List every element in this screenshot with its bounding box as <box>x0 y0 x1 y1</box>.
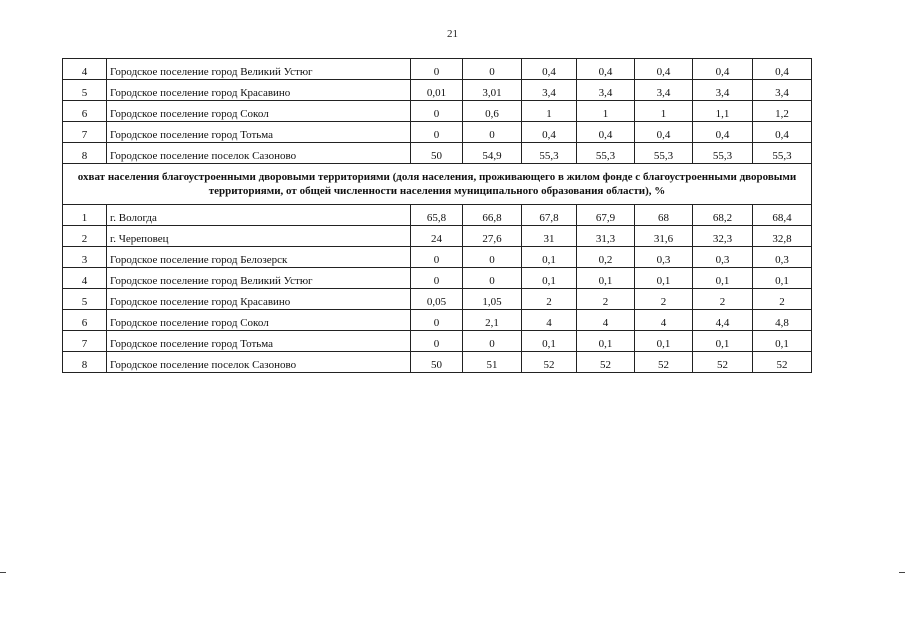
value-cell: 4 <box>522 310 577 331</box>
row-number: 5 <box>63 80 107 101</box>
left-margin-mark <box>0 572 6 573</box>
value-cell: 0 <box>411 268 463 289</box>
municipality-name: г. Череповец <box>107 226 411 247</box>
table-row <box>63 101 812 122</box>
value-cell: 1,05 <box>463 289 522 310</box>
row-number: 4 <box>63 268 107 289</box>
row-number: 8 <box>63 352 107 373</box>
value-cell: 0,4 <box>693 59 753 80</box>
value-cell: 2 <box>577 289 635 310</box>
value-cell: 52 <box>635 352 693 373</box>
municipality-name: Городское поселение город Белозерск <box>107 247 411 268</box>
value-cell: 0 <box>463 247 522 268</box>
municipality-name: Городское поселение город Красавино <box>107 80 411 101</box>
value-cell: 3,01 <box>463 80 522 101</box>
value-cell: 55,3 <box>693 143 753 164</box>
value-cell: 54,9 <box>463 143 522 164</box>
value-cell: 0 <box>463 268 522 289</box>
row-number: 6 <box>63 101 107 122</box>
value-cell: 2 <box>753 289 812 310</box>
value-cell: 0,1 <box>522 268 577 289</box>
value-cell: 0,4 <box>753 59 812 80</box>
row-number: 8 <box>63 143 107 164</box>
value-cell: 0,4 <box>577 59 635 80</box>
value-cell: 0,1 <box>693 331 753 352</box>
value-cell: 0,1 <box>635 268 693 289</box>
row-number: 7 <box>63 122 107 143</box>
municipality-name: Городское поселение город Сокол <box>107 101 411 122</box>
value-cell: 50 <box>411 352 463 373</box>
value-cell: 0,1 <box>577 268 635 289</box>
value-cell: 52 <box>753 352 812 373</box>
value-cell: 3,4 <box>753 80 812 101</box>
table-row <box>63 331 812 352</box>
table-row <box>63 289 812 310</box>
right-margin-mark <box>899 572 905 573</box>
value-cell: 0,4 <box>522 59 577 80</box>
value-cell: 0,05 <box>411 289 463 310</box>
municipality-name: Городское поселение поселок Сазоново <box>107 143 411 164</box>
row-number: 1 <box>63 205 107 226</box>
value-cell: 1 <box>635 101 693 122</box>
table-row <box>63 80 812 101</box>
value-cell: 32,8 <box>753 226 812 247</box>
table-row <box>63 226 812 247</box>
table-row <box>63 247 812 268</box>
municipality-name: Городское поселение город Красавино <box>107 289 411 310</box>
value-cell: 2 <box>635 289 693 310</box>
value-cell: 3,4 <box>577 80 635 101</box>
row-number: 4 <box>63 59 107 80</box>
value-cell: 68,4 <box>753 205 812 226</box>
value-cell: 1,1 <box>693 101 753 122</box>
value-cell: 2 <box>693 289 753 310</box>
value-cell: 2 <box>522 289 577 310</box>
value-cell: 52 <box>693 352 753 373</box>
value-cell: 0 <box>463 59 522 80</box>
value-cell: 3,4 <box>635 80 693 101</box>
value-cell: 0,3 <box>635 247 693 268</box>
indicator-table <box>62 58 812 373</box>
value-cell: 0 <box>411 310 463 331</box>
value-cell: 4 <box>635 310 693 331</box>
value-cell: 1,2 <box>753 101 812 122</box>
value-cell: 31 <box>522 226 577 247</box>
row-number: 3 <box>63 247 107 268</box>
municipality-name: г. Вологда <box>107 205 411 226</box>
table-row <box>63 310 812 331</box>
value-cell: 0 <box>411 101 463 122</box>
municipality-name: Городское поселение город Сокол <box>107 310 411 331</box>
value-cell: 0 <box>463 331 522 352</box>
value-cell: 0,4 <box>522 122 577 143</box>
value-cell: 31,6 <box>635 226 693 247</box>
value-cell: 0,1 <box>635 331 693 352</box>
value-cell: 1 <box>522 101 577 122</box>
value-cell: 68,2 <box>693 205 753 226</box>
value-cell: 0,4 <box>635 122 693 143</box>
value-cell: 0,4 <box>693 122 753 143</box>
value-cell: 67,8 <box>522 205 577 226</box>
value-cell: 0,01 <box>411 80 463 101</box>
row-number: 5 <box>63 289 107 310</box>
value-cell: 0,6 <box>463 101 522 122</box>
value-cell: 55,3 <box>753 143 812 164</box>
value-cell: 2,1 <box>463 310 522 331</box>
value-cell: 24 <box>411 226 463 247</box>
value-cell: 31,3 <box>577 226 635 247</box>
value-cell: 65,8 <box>411 205 463 226</box>
value-cell: 32,3 <box>693 226 753 247</box>
table-row <box>63 205 812 226</box>
value-cell: 0,4 <box>753 122 812 143</box>
municipality-name: Городское поселение город Тотьма <box>107 122 411 143</box>
value-cell: 0,2 <box>577 247 635 268</box>
value-cell: 1 <box>577 101 635 122</box>
value-cell: 0,3 <box>693 247 753 268</box>
row-number: 7 <box>63 331 107 352</box>
value-cell: 0,1 <box>693 268 753 289</box>
value-cell: 0,4 <box>635 59 693 80</box>
value-cell: 0,1 <box>753 331 812 352</box>
row-number: 2 <box>63 226 107 247</box>
value-cell: 0,3 <box>753 247 812 268</box>
value-cell: 0 <box>411 122 463 143</box>
value-cell: 0 <box>411 247 463 268</box>
value-cell: 55,3 <box>635 143 693 164</box>
section-header-row <box>63 164 812 205</box>
value-cell: 3,4 <box>522 80 577 101</box>
value-cell: 0 <box>411 331 463 352</box>
row-number: 6 <box>63 310 107 331</box>
table-row <box>63 352 812 373</box>
value-cell: 55,3 <box>522 143 577 164</box>
value-cell: 0,1 <box>522 331 577 352</box>
value-cell: 52 <box>577 352 635 373</box>
value-cell: 50 <box>411 143 463 164</box>
value-cell: 66,8 <box>463 205 522 226</box>
table-row <box>63 122 812 143</box>
value-cell: 67,9 <box>577 205 635 226</box>
value-cell: 0 <box>411 59 463 80</box>
value-cell: 0 <box>463 122 522 143</box>
value-cell: 4 <box>577 310 635 331</box>
value-cell: 0,1 <box>577 331 635 352</box>
value-cell: 3,4 <box>693 80 753 101</box>
value-cell: 4,4 <box>693 310 753 331</box>
municipality-name: Городское поселение город Великий Устюг <box>107 59 411 80</box>
value-cell: 4,8 <box>753 310 812 331</box>
municipality-name: Городское поселение поселок Сазоново <box>107 352 411 373</box>
page-number: 21 <box>447 28 458 40</box>
table-row <box>63 268 812 289</box>
table-row <box>63 143 812 164</box>
value-cell: 55,3 <box>577 143 635 164</box>
section-title: охват населения благоустроенными дворовыми территориями (доля населения, проживающего в жилом фонде с благоустроенными дворовыми территориями, от общей численности населения муниципального образования области), % <box>63 164 812 205</box>
municipality-name: Городское поселение город Тотьма <box>107 331 411 352</box>
table-row <box>63 59 812 80</box>
value-cell: 52 <box>522 352 577 373</box>
value-cell: 68 <box>635 205 693 226</box>
value-cell: 0,4 <box>577 122 635 143</box>
value-cell: 0,1 <box>753 268 812 289</box>
municipality-name: Городское поселение город Великий Устюг <box>107 268 411 289</box>
value-cell: 0,1 <box>522 247 577 268</box>
value-cell: 27,6 <box>463 226 522 247</box>
value-cell: 51 <box>463 352 522 373</box>
